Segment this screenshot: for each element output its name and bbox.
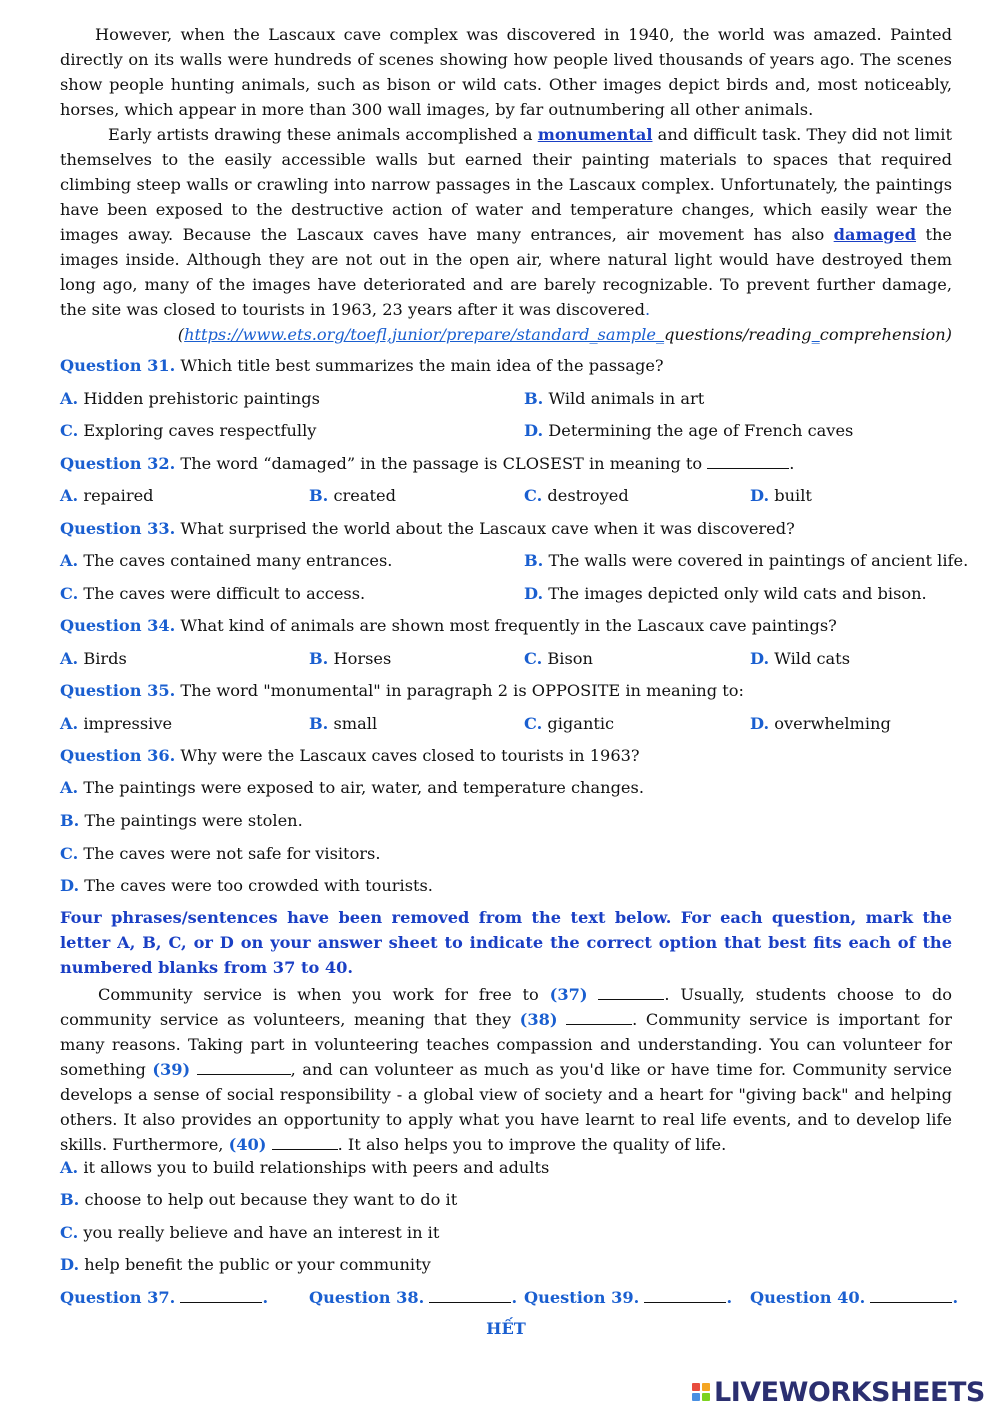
gap-option-a[interactable]: A. it allows you to build relationships with peers and adults: [60, 1158, 550, 1177]
q32-option-c[interactable]: C. destroyed: [524, 486, 629, 505]
answer-38-blank[interactable]: [429, 1288, 511, 1303]
end-marker: HẾT: [486, 1319, 526, 1338]
blank-39-label: (39): [152, 1060, 191, 1079]
reading-passage: [60, 22, 952, 347]
q36-option-c[interactable]: C. The caves were not safe for visitors.: [60, 844, 381, 863]
q35-option-b[interactable]: B. small: [309, 714, 378, 733]
q32-option-d[interactable]: D. built: [750, 486, 812, 505]
brand-name: LIVEWORKSHEETS: [714, 1376, 985, 1408]
logo-square-l: [692, 1383, 700, 1391]
blank-37[interactable]: [598, 985, 664, 1000]
gap-option-b[interactable]: B. choose to help out because they want to do it: [60, 1190, 458, 1209]
question-32: Question 32. The word “damaged” in the passage is CLOSEST in meaning to .: [60, 454, 795, 473]
cloze-paragraph: Community service is when you work for free to (37) . Usually, students choose to do community service as volunteers, meaning that they (38) . Community service is important for many reasons. Taking part in volunteering teaches compassion and understanding. You can volunteer for something (39) , and can volunteer as much as you'd like or have time for. Community service develops a sense of social responsibility - a global view of society and a heart for "giving back" and helping others. It also provides an opportunity to apply what you have learnt to real life events, and to develop life skills. Furthermore, (40) . It also helps you to improve the quality of life.: [60, 985, 952, 1154]
blank-38-label: (38): [519, 1010, 558, 1029]
logo-square-v: [692, 1393, 700, 1401]
q34-option-d[interactable]: D. Wild cats: [750, 649, 850, 668]
gap-option-c[interactable]: C. you really believe and have an interest in it: [60, 1223, 440, 1242]
logo-square-e: [702, 1393, 710, 1401]
question-31: Question 31. Which title best summarizes the main idea of the passage?: [60, 356, 664, 375]
answer-40-blank[interactable]: [870, 1288, 952, 1303]
q31-option-a[interactable]: A. Hidden prehistoric paintings: [60, 389, 320, 408]
answer-39: Question 39. .: [524, 1288, 733, 1307]
q34-option-c[interactable]: C. Bison: [524, 649, 593, 668]
q31-option-d[interactable]: D. Determining the age of French caves: [524, 421, 854, 440]
q33-option-c[interactable]: C. The caves were difficult to access.: [60, 584, 366, 603]
q35-option-d[interactable]: D. overwhelming: [750, 714, 891, 733]
passage-paragraph-1: However, when the Lascaux cave complex was discovered in 1940, the world was amazed. Painted directly on its walls were hundreds of scenes showing how people lived thousands of years ago. The scenes show people hunting animals, such as bison or wild cats. Other images depict birds and, most noticeably, horses, which appear in more than 300 wall images, by far outnumbering all other animals.: [60, 25, 952, 119]
answer-38: Question 38. .: [309, 1288, 518, 1307]
section-directions: Four phrases/sentences have been removed from the text below. For each question, mark the letter A, B, C, or D on your answer sheet to indicate the correct option that best fits each of the numbered blanks from 37 to 40.: [60, 908, 952, 977]
keyword-damaged: damaged: [833, 225, 917, 244]
q32-option-a[interactable]: A. repaired: [60, 486, 154, 505]
question-34: Question 34. What kind of animals are shown most frequently in the Lascaux cave paintings?: [60, 616, 837, 635]
passage-paragraph-2: Early artists drawing these animals accomplished a monumental and difficult task. They did not limit themselves to the easily accessible walls but earned their painting materials to spaces that required climbing steep walls or crawling into narrow passages in the Lascaux complex. Unfortunately, the paintings have been exposed to the destructive action of water and temperature changes, which easily wear the images away. Because the Lascaux caves have many entrances, air movement has also damaged the images inside. Although they are not out in the open air, where natural light would have destroyed them long ago, many of the images have deteriorated and are barely recognizable. To prevent further damage, the site was closed to tourists in 1963, 23 years after it was discovered.: [60, 125, 952, 319]
citation-link[interactable]: https://www.ets.org/toefl,junior/prepare/standard_sample_: [184, 325, 665, 344]
q31-option-b[interactable]: B. Wild animals in art: [524, 389, 705, 408]
blank-38[interactable]: [566, 1010, 632, 1025]
blank-37-label: (37): [549, 985, 588, 1004]
answer-blank[interactable]: [707, 454, 789, 469]
question-33: Question 33. What surprised the world about the Lascaux cave when it was discovered?: [60, 519, 795, 538]
question-36: Question 36. Why were the Lascaux caves closed to tourists in 1963?: [60, 746, 640, 765]
answer-40: Question 40. .: [750, 1288, 959, 1307]
blank-40-label: (40): [228, 1135, 267, 1154]
q31-option-c[interactable]: C. Exploring caves respectfully: [60, 421, 317, 440]
logo-square-i: [702, 1383, 710, 1391]
answer-37: Question 37. .: [60, 1288, 269, 1307]
liveworksheets-logo[interactable]: [692, 1375, 985, 1409]
keyword-monumental: monumental: [537, 125, 653, 144]
q33-option-d[interactable]: D. The images depicted only wild cats and bison.: [524, 584, 927, 603]
q35-option-c[interactable]: C. gigantic: [524, 714, 615, 733]
liveworksheets-logo-icon: [692, 1383, 710, 1401]
q35-option-a[interactable]: A. impressive: [60, 714, 173, 733]
question-35: Question 35. The word "monumental" in paragraph 2 is OPPOSITE in meaning to:: [60, 681, 744, 700]
q33-option-b[interactable]: B. The walls were covered in paintings of ancient life.: [524, 551, 969, 570]
q34-option-a[interactable]: A. Birds: [60, 649, 127, 668]
q36-option-d[interactable]: D. The caves were too crowded with tourists.: [60, 876, 433, 895]
gap-option-d[interactable]: D. help benefit the public or your community: [60, 1255, 431, 1274]
blank-39[interactable]: [197, 1060, 291, 1075]
q36-option-a[interactable]: A. The paintings were exposed to air, water, and temperature changes.: [60, 778, 644, 797]
q34-option-b[interactable]: B. Horses: [309, 649, 392, 668]
q32-option-b[interactable]: B. created: [309, 486, 396, 505]
answer-39-blank[interactable]: [644, 1288, 726, 1303]
blank-40[interactable]: [272, 1135, 338, 1150]
q33-option-a[interactable]: A. The caves contained many entrances.: [60, 551, 393, 570]
answer-37-blank[interactable]: [180, 1288, 262, 1303]
cloze-passage: [60, 982, 952, 1157]
source-citation: (https://www.ets.org/toefl,junior/prepare/standard_sample_questions/reading_comprehension): [177, 325, 952, 344]
q36-option-b[interactable]: B. The paintings were stolen.: [60, 811, 303, 830]
